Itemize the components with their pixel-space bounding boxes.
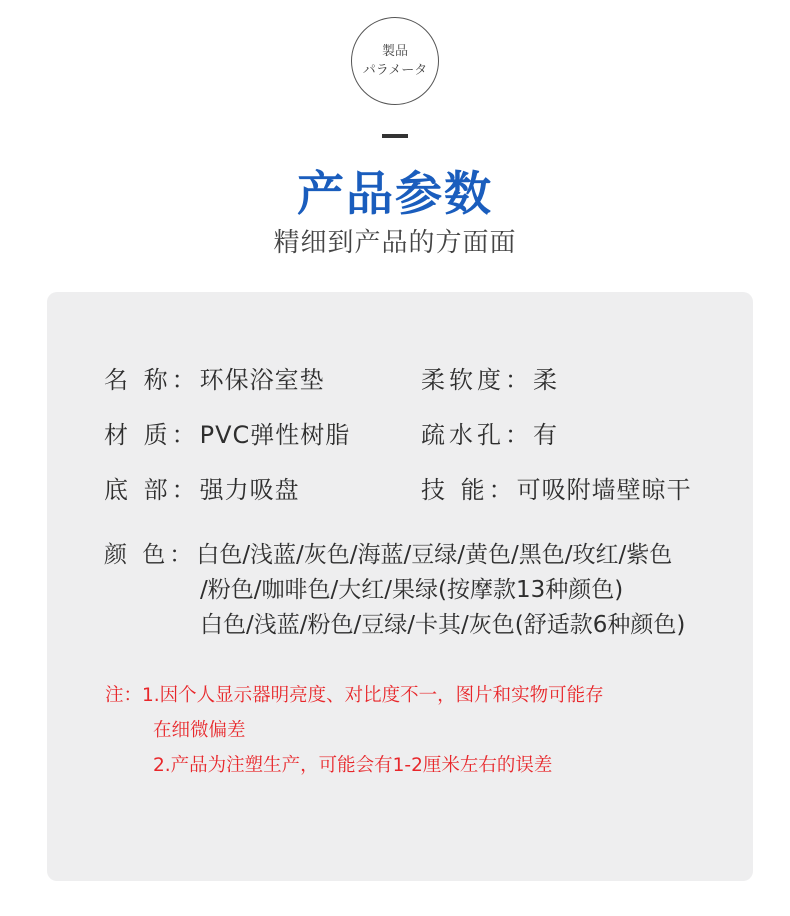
colors-line-1	[104, 538, 685, 573]
param-skill	[421, 474, 692, 506]
page-subtitle: 精细到产品的方面面	[273, 228, 517, 258]
param-colors	[104, 538, 685, 643]
colors-line-2: /粉色/咖啡色/大红/果绿(按摩款13种颜色)	[200, 577, 624, 603]
param-material	[104, 419, 350, 451]
badge-line-1: 製品	[381, 44, 408, 59]
colors-line-3: 白色/浅蓝/粉色/豆绿/卡其/灰色(舒适款6种颜色)	[200, 612, 686, 638]
note-prefix: 注：	[105, 685, 143, 706]
param-bottom-label: 底 部：	[104, 476, 200, 504]
param-softness-label: 柔软度：	[421, 366, 533, 394]
colors-list-1: 白色/浅蓝/灰色/海蓝/豆绿/黄色/黑色/玫红/紫色	[196, 542, 673, 568]
param-name-value: 环保浴室垫	[199, 366, 325, 394]
note-text-1: 1.因个人显示器明亮度、对比度不一，图片和实物可能存	[142, 685, 604, 706]
note-line-2: 2.产品为注塑生产，可能会有1-2厘米左右的误差	[153, 755, 553, 776]
param-softness-value: 柔	[533, 366, 558, 394]
param-drain-label: 疏水孔：	[421, 421, 533, 449]
param-material-value: PVC弹性树脂	[199, 421, 351, 449]
note-line-1b: 在细微偏差	[153, 720, 246, 741]
param-skill-label: 技 能：	[421, 476, 517, 504]
param-colors-label: 颜 色：	[104, 542, 197, 568]
divider-dash	[382, 134, 408, 138]
param-material-label: 材 质：	[104, 421, 200, 449]
param-bottom	[104, 474, 300, 506]
param-skill-value: 可吸附墙壁晾干	[516, 476, 692, 504]
note-line-1	[105, 678, 604, 713]
param-bottom-value: 强力吸盘	[199, 476, 300, 504]
param-drain	[421, 419, 558, 451]
product-parameters-badge	[351, 17, 439, 105]
page-title: 产品参数	[297, 167, 493, 222]
disclaimer-note	[105, 678, 604, 783]
param-name-label: 名 称：	[104, 366, 200, 394]
param-softness	[421, 364, 558, 396]
param-drain-value: 有	[533, 421, 558, 449]
param-name	[104, 364, 325, 396]
badge-line-2: パラメータ	[362, 63, 428, 78]
